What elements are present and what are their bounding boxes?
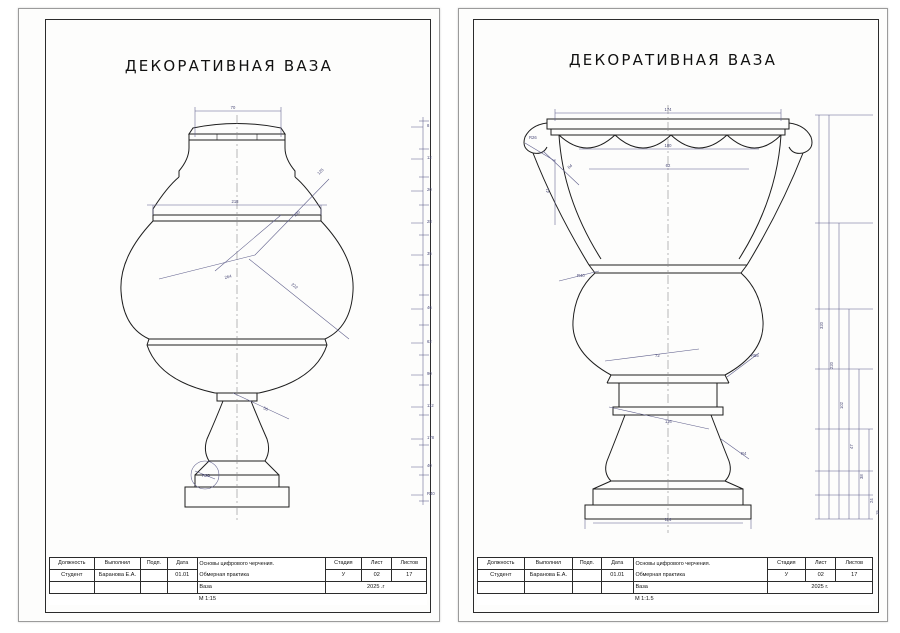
tbr-head-sign: Подп. (573, 558, 601, 570)
svg-text:R40: R40 (577, 273, 585, 278)
tbr-sheets-total: 17 (836, 570, 873, 582)
svg-text:100: 100 (664, 143, 672, 148)
vase-drawing-right (459, 9, 887, 621)
tb-head-sheets: Листов (392, 558, 427, 570)
svg-text:125: 125 (316, 167, 325, 176)
tb-head-sheet: Лист (362, 558, 392, 570)
tbr-sign (573, 570, 601, 582)
tb-head-sign: Подп. (141, 558, 167, 570)
svg-text:72: 72 (655, 353, 660, 358)
svg-text:84: 84 (566, 162, 574, 170)
vase-drawing-left (19, 9, 439, 621)
tb-date: 01.01 (167, 570, 197, 582)
tbr-blank-7 (573, 594, 601, 606)
svg-text:220: 220 (829, 362, 834, 369)
tb-blank-6 (94, 594, 141, 606)
svg-text:35: 35 (427, 251, 432, 256)
tb-year: 2025 .г (325, 582, 426, 594)
svg-text:24: 24 (869, 498, 874, 503)
tb-blank-5 (50, 594, 95, 606)
tb-stage: У (325, 570, 361, 582)
tb-blank-9 (325, 594, 426, 606)
tbr-head-date: Дата (601, 558, 633, 570)
tb-scale: М 1:15 (198, 596, 217, 602)
tb-role: Студент (50, 570, 95, 582)
svg-text:264: 264 (224, 273, 233, 280)
tbr-blank-8 (601, 594, 633, 606)
svg-text:12: 12 (427, 155, 432, 160)
svg-text:56: 56 (262, 405, 269, 412)
tbr-head-stage: Стадия (767, 558, 805, 570)
tb-sign (141, 570, 167, 582)
tbr-part-name: Ваза (633, 582, 767, 594)
svg-text:R26: R26 (529, 135, 537, 140)
svg-text:R40: R40 (427, 491, 435, 496)
title-block-right (477, 557, 873, 605)
svg-text:174: 174 (664, 107, 672, 112)
svg-text:38: 38 (859, 474, 864, 479)
sheet-right-title: ДЕКОРАТИВНАЯ ВАЗА (568, 51, 778, 69)
tbr-scale: М 1:1.5 (634, 596, 654, 602)
sheet-left (18, 8, 440, 622)
tb-blank-3 (141, 582, 167, 594)
tbr-stage: У (767, 570, 805, 582)
tbr-work-title (633, 558, 767, 582)
svg-text:116: 116 (665, 419, 672, 424)
tbr-head-performer: Выполнил (524, 558, 573, 570)
tb-blank-7 (141, 594, 167, 606)
tb-name: Баранова Е.А. (94, 570, 141, 582)
svg-text:62: 62 (665, 163, 671, 168)
svg-text:41: 41 (545, 188, 550, 193)
svg-text:62: 62 (427, 339, 432, 344)
tbr-date: 01.01 (601, 570, 633, 582)
svg-text:222: 222 (290, 281, 299, 291)
svg-text:46: 46 (427, 305, 432, 310)
tbr-blank-5 (478, 594, 525, 606)
tb-head-date: Дата (167, 558, 197, 570)
tbr-blank-2 (524, 582, 573, 594)
tbr-blank-6 (524, 594, 573, 606)
tbr-year: 2025 г. (767, 582, 872, 594)
tbr-name: Баранова Е.А. (524, 570, 573, 582)
tb-work-title (197, 558, 325, 582)
tbr-blank-1 (478, 582, 525, 594)
svg-text:320: 320 (819, 322, 824, 329)
tb-work-title-line1: Основы цифрового черчения. (199, 560, 275, 567)
tbr-blank-9 (767, 594, 872, 606)
tbr-sheet-no: 02 (806, 570, 836, 582)
svg-text:40: 40 (427, 463, 432, 468)
sheet-right (458, 8, 888, 622)
tb-head-performer: Выполнил (94, 558, 141, 570)
sheet-left-title: ДЕКОРАТИВНАЯ ВАЗА (124, 57, 334, 75)
tbr-blank-3 (573, 582, 601, 594)
svg-text:130: 130 (292, 209, 302, 218)
svg-text:218: 218 (231, 199, 239, 204)
tbr-blank-4 (601, 582, 633, 594)
tbr-role: Студент (478, 570, 525, 582)
tb-blank-2 (94, 582, 141, 594)
title-block-left (49, 557, 427, 605)
svg-text:90: 90 (427, 371, 432, 376)
tb-head-post: Должность (50, 558, 95, 570)
tbr-head-post: Должность (478, 558, 525, 570)
svg-text:114: 114 (664, 517, 672, 522)
tb-blank-4 (167, 582, 197, 594)
tb-blank-1 (50, 582, 95, 594)
svg-text:R25: R25 (202, 473, 210, 478)
svg-text:102: 102 (839, 402, 844, 409)
svg-text:15: 15 (875, 510, 880, 515)
tbr-work-title-line1: Основы цифрового черчения. (635, 560, 711, 567)
svg-text:112: 112 (427, 403, 434, 408)
tb-work-title-line2: Обмерная практика (199, 571, 249, 578)
svg-text:28: 28 (427, 219, 432, 224)
svg-text:70: 70 (230, 105, 236, 110)
tb-head-stage: Стадия (325, 558, 361, 570)
tb-sheets-total: 17 (392, 570, 427, 582)
svg-text:8: 8 (427, 123, 430, 128)
tb-sheet-no: 02 (362, 570, 392, 582)
tb-part-name: Ваза (197, 582, 325, 594)
tbr-work-title-line2: Обмерная практика (635, 571, 685, 578)
svg-text:47: 47 (849, 444, 854, 449)
svg-text:178: 178 (427, 435, 434, 440)
svg-text:R4: R4 (741, 451, 747, 456)
tbr-head-sheets: Листов (836, 558, 873, 570)
svg-text:20: 20 (427, 187, 432, 192)
tbr-head-sheet: Лист (806, 558, 836, 570)
tb-blank-8 (167, 594, 197, 606)
svg-text:R55: R55 (751, 353, 759, 358)
